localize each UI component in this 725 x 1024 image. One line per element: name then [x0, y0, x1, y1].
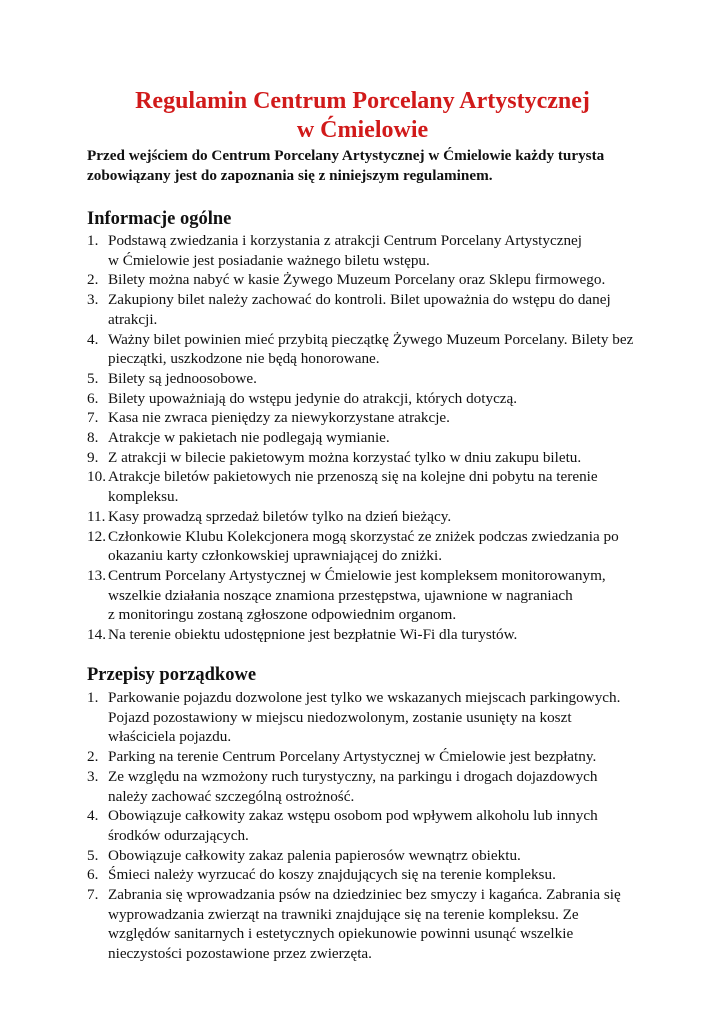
list-item-text: Bilety są jednoosobowe. — [108, 369, 257, 387]
order-rules-list — [87, 688, 657, 964]
list-item — [87, 688, 657, 747]
intro-paragraph: Przed wejściem do Centrum Porcelany Artystycznej w Ćmielowie każdy turysta zobowiązany jest do zapoznania się z niniejszym regulaminem. — [87, 147, 605, 184]
list-item-text: Atrakcje w pakietach nie podlegają wymianie. — [108, 429, 390, 447]
list-item-text: Bilety upoważniają do wstępu jedynie do atrakcji, których dotyczą. — [108, 389, 518, 407]
list-item-text: Podstawą zwiedzania i korzystania z atrakcji Centrum Porcelany Artystycznej w Ćmielowie jest posiadanie ważnego biletu wstępu. — [108, 232, 583, 269]
list-item — [87, 231, 657, 270]
list-item — [87, 270, 657, 290]
list-item — [87, 566, 657, 625]
list-item-text: Z atrakcji w bilecie pakietowym można korzystać tylko w dniu zakupu biletu. — [108, 448, 582, 466]
list-item — [87, 846, 657, 866]
section-heading-order: Przepisy porządkowe — [87, 665, 257, 685]
list-item-text: Kasy prowadzą sprzedaż biletów tylko na dzień bieżący. — [108, 507, 452, 525]
list-item-text: Na terenie obiektu udostępnione jest bezpłatnie Wi-Fi dla turystów. — [108, 626, 518, 644]
document-title: Regulamin Centrum Porcelany Artystycznej — [135, 88, 590, 114]
list-item-text: Centrum Porcelany Artystycznej w Ćmielowie jest kompleksem monitorowanym, wszelkie działania noszące znamiona przestępstwa, ujawnione w nagraniach z monitoringu zostaną zgłoszone odpowiednim organom. — [108, 566, 606, 624]
list-item — [87, 428, 657, 448]
list-item — [87, 885, 657, 964]
list-item-number: 5. — [87, 369, 99, 387]
list-item-text: Kasa nie zwraca pieniędzy za niewykorzystane atrakcje. — [108, 409, 450, 427]
list-item-text: Parking na terenie Centrum Porcelany Artystycznej w Ćmielowie jest bezpłatny. — [108, 748, 597, 766]
list-item — [87, 767, 657, 806]
list-item-number: 11. — [87, 507, 106, 525]
list-item — [87, 806, 657, 845]
list-item-text: Atrakcje biletów pakietowych nie przenoszą się na kolejne dni pobytu na terenie kompleksu. — [108, 468, 598, 506]
list-item-text: Ze względu na wzmożony ruch turystyczny, na parkingu i drogach dojazdowych należy zachować szczególną ostrożność. — [108, 767, 598, 805]
list-item-text: Członkowie Klubu Kolekcjonera mogą skorzystać ze zniżek podczas zwiedzania po okazaniu karty członkowskiej uprawniającej do zniżki. — [108, 527, 619, 565]
list-item-number: 1. — [87, 232, 99, 249]
list-item-text: Parkowanie pojazdu dozwolone jest tylko we wskazanych miejscach parkingowych. Pojazd pozostawiony w miejscu niedozwolonym, zostanie usunięty na koszt właściciela pojazdu. — [108, 689, 621, 746]
list-item — [87, 467, 657, 506]
list-item-number: 2. — [87, 271, 99, 289]
list-item-text: Obowiązuje całkowity zakaz wstępu osobom pod wpływem alkoholu lub innych środków odurzających. — [108, 807, 598, 844]
list-item-number: 14. — [87, 626, 106, 644]
list-item-number: 7. — [87, 886, 99, 904]
list-item-text: Bilety można nabyć w kasie Żywego Muzeum Porcelany oraz Sklepu firmowego. — [108, 271, 606, 289]
list-item — [87, 290, 657, 329]
list-item-number: 1. — [87, 689, 99, 706]
list-item-number: 2. — [87, 748, 99, 766]
list-item-number: 6. — [87, 389, 99, 407]
list-item — [87, 389, 657, 409]
list-item-number: 9. — [87, 448, 99, 466]
list-item — [87, 747, 657, 767]
list-item-text: Śmieci należy wyrzucać do koszy znajdujących się na terenie kompleksu. — [108, 866, 556, 884]
list-item — [87, 408, 657, 428]
list-item-number: 12. — [87, 527, 106, 545]
list-item-number: 8. — [87, 429, 99, 447]
list-item-text: Obowiązuje całkowity zakaz palenia papierosów wewnątrz obiektu. — [108, 846, 521, 864]
list-item — [87, 448, 657, 468]
list-item — [87, 527, 657, 566]
list-item — [87, 625, 657, 645]
list-item — [87, 330, 657, 369]
list-item-text: Zabrania się wprowadzania psów na dziedziniec bez smyczy i kagańca. Zabrania się wyprowadzania zwierząt na trawniki znajdujące się na terenie kompleksu. Ze względów sanitarnych i estetycznych opiekunowie powinni usunąć wszelkie nieczystości pozostawione przez zwierzęta. — [108, 886, 621, 963]
list-item-number: 5. — [87, 846, 99, 864]
list-item — [87, 865, 657, 885]
section-heading-general: Informacje ogólne — [87, 209, 232, 229]
list-item-number: 3. — [87, 767, 99, 785]
list-item-text: Ważny bilet powinien mieć przybitą pieczątkę Żywego Muzeum Porcelany. Bilety bez pieczątki, uszkodzone nie będą honorowane. — [108, 330, 634, 368]
general-rules-list — [87, 231, 657, 645]
list-item-number: 7. — [87, 409, 99, 427]
list-item-number: 6. — [87, 866, 99, 884]
list-item-number: 13. — [87, 566, 106, 584]
list-item-text: Zakupiony bilet należy zachować do kontroli. Bilet upoważnia do wstępu do danej atrakcji. — [108, 291, 611, 328]
document-title-line2: w Ćmielowie — [296, 117, 429, 143]
list-item — [87, 507, 657, 527]
list-item-number: 10. — [87, 468, 106, 486]
list-item-number: 4. — [87, 807, 99, 825]
list-item-number: 3. — [87, 291, 99, 309]
list-item — [87, 369, 657, 389]
list-item-number: 4. — [87, 330, 99, 348]
